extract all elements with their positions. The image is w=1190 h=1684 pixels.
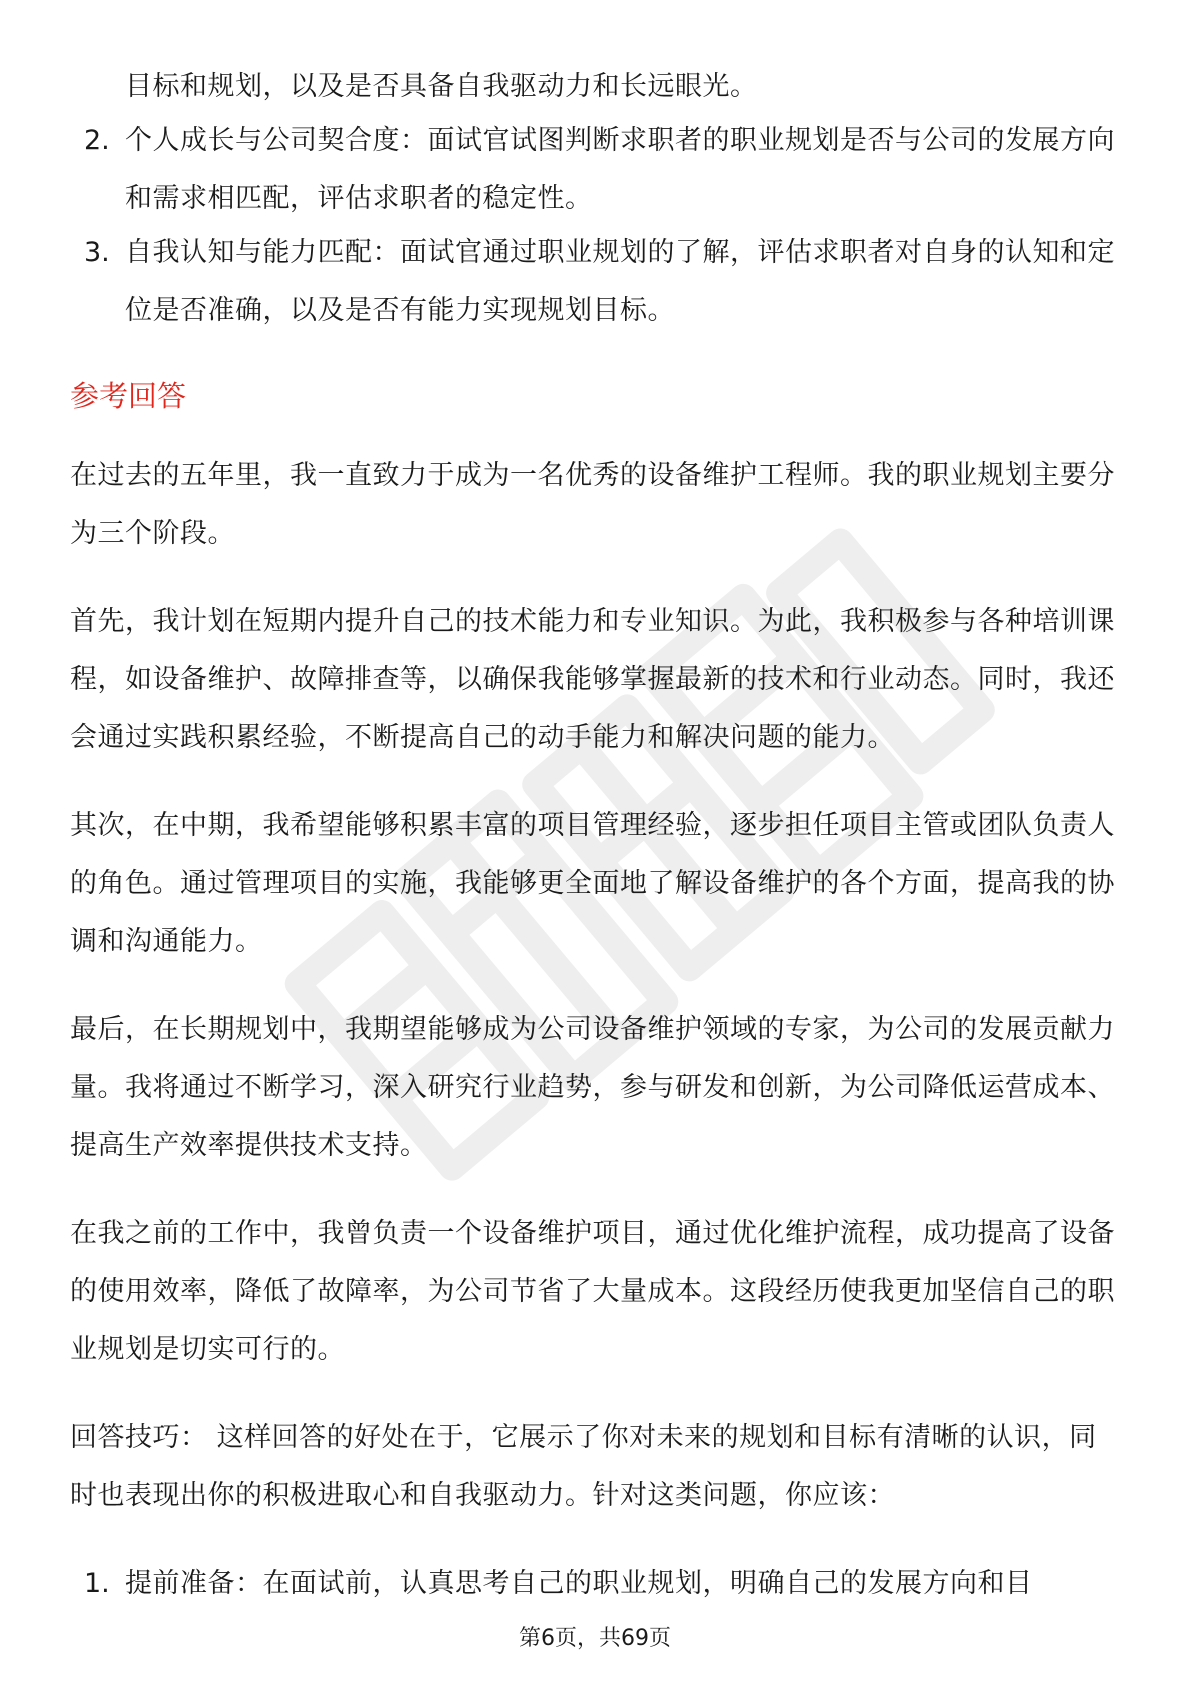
list-item-text: 提前准备：在面试前，认真思考自己的职业规划，明确自己的发展方向和目 [125,1568,1033,1599]
list-number: 1. [84,1568,110,1599]
list-item-text: 个人成长与公司契合度：面试官试图判断求职者的职业规划是否与公司的发展方向和需求相匹配，评估求职者的稳定性。 [125,125,1115,214]
paragraph: 在我之前的工作中，我曾负责一个设备维护项目，通过优化维护流程，成功提高了设备的使用效率，降低了故障率，为公司节省了大量成本。这段经历使我更加坚信自己的职业规划是切实可行的。 [70,1218,1115,1365]
paragraph: 首先，我计划在短期内提升自己的技术能力和专业知识。为此，我积极参与各种培训课程，如设备维护、故障排查等，以确保我能够掌握最新的技术和行业动态。同时，我还会通过实践积累经验，不断提高自己的动手能力和解决问题的能力。 [70,606,1115,753]
list-number: 3. [84,237,110,268]
paragraph: 在过去的五年里，我一直致力于成为一名优秀的设备维护工程师。我的职业规划主要分为三个阶段。 [70,460,1115,549]
page-footer: 第6页，共69页 [519,1626,671,1651]
paragraph: 最后，在长期规划中，我期望能够成为公司设备维护领域的专家，为公司的发展贡献力量。我将通过不断学习，深入研究行业趋势，参与研发和创新，为公司降低运营成本、提高生产效率提供技术支持。 [70,1014,1115,1161]
paragraph: 其次，在中期，我希望能够积累丰富的项目管理经验，逐步担任项目主管或团队负责人的角色。通过管理项目的实施，我能够更全面地了解设备维护的各个方面，提高我的协调和沟通能力。 [70,810,1115,957]
list-item-text: 自我认知与能力匹配：面试官通过职业规划的了解，评估求职者对自身的认知和定位是否准确，以及是否有能力实现规划目标。 [125,237,1115,326]
section-heading: 参考回答 [70,379,187,413]
list-number: 2. [84,125,110,156]
list-item-text: 目标和规划，以及是否具备自我驱动力和长远眼光。 [125,71,758,102]
paragraph: 回答技巧： 这样回答的好处在于，它展示了你对未来的规划和目标有清晰的认识，同时也表现出你的积极进取心和自我驱动力。针对这类问题，你应该： [70,1422,1097,1511]
